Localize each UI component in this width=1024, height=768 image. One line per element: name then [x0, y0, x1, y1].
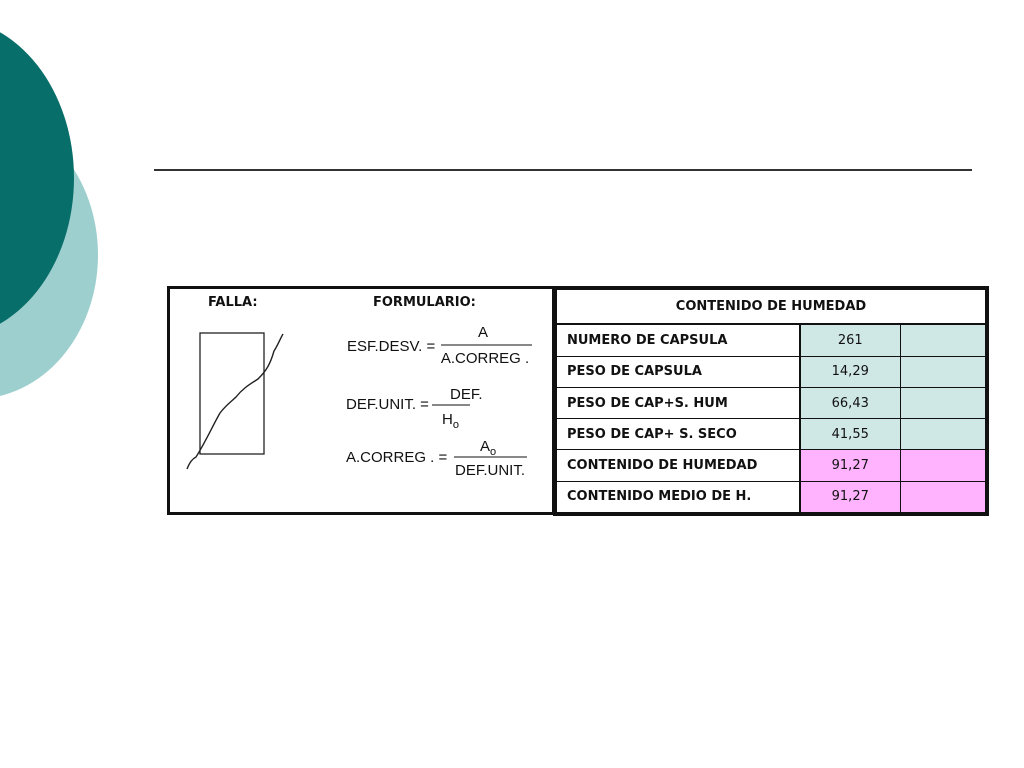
row-value: 261 [800, 324, 901, 356]
row-empty-cell [901, 324, 986, 356]
formula-3-denominator: DEF.UNIT. [454, 462, 526, 479]
moisture-table [556, 289, 986, 513]
formula-2-numerator: DEF. [450, 386, 483, 403]
row-empty-cell [901, 481, 986, 512]
row-label: NUMERO DE CAPSULA [557, 324, 800, 356]
row-label: CONTENIDO DE HUMEDAD [557, 450, 800, 481]
moisture-table-panel [553, 286, 989, 516]
table-row [557, 356, 986, 387]
row-empty-cell [901, 419, 986, 450]
row-label: PESO DE CAPSULA [557, 356, 800, 387]
formula-2-denominator: $H_o$ [442, 411, 459, 431]
formulario-header: FORMULARIO: [373, 295, 476, 310]
formula-1-numerator: A [477, 324, 489, 341]
table-title: CONTENIDO DE HUMEDAD [557, 290, 986, 325]
formula-1-denominator: A.CORREG . [440, 350, 530, 367]
row-empty-cell [901, 450, 986, 481]
row-value: 41,55 [800, 419, 901, 450]
row-value: 91,27 [800, 481, 901, 512]
table-row [557, 419, 986, 450]
row-label: CONTENIDO MEDIO DE H. [557, 481, 800, 512]
row-label: PESO DE CAP+ S. SECO [557, 419, 800, 450]
row-empty-cell [901, 387, 986, 418]
row-empty-cell [901, 356, 986, 387]
formula-block [170, 289, 552, 512]
formula-1-lhs: ESF.DESV. = [347, 338, 436, 355]
falla-header: FALLA: [208, 295, 258, 310]
row-value: 66,43 [800, 387, 901, 418]
table-row [557, 387, 986, 418]
table-row [557, 450, 986, 481]
formula-3-numerator: $A_o$ [480, 438, 497, 458]
table-row [557, 324, 986, 356]
row-value: 91,27 [800, 450, 901, 481]
table-row [557, 481, 986, 512]
table-header-row [557, 290, 986, 325]
formula-2-lhs: DEF.UNIT. = [346, 396, 429, 413]
row-value: 14,29 [800, 356, 901, 387]
row-label: PESO DE CAP+S. HUM [557, 387, 800, 418]
formula-3-lhs: A.CORREG . = [346, 449, 448, 466]
formula-panel [167, 286, 555, 515]
title-divider [154, 169, 972, 171]
